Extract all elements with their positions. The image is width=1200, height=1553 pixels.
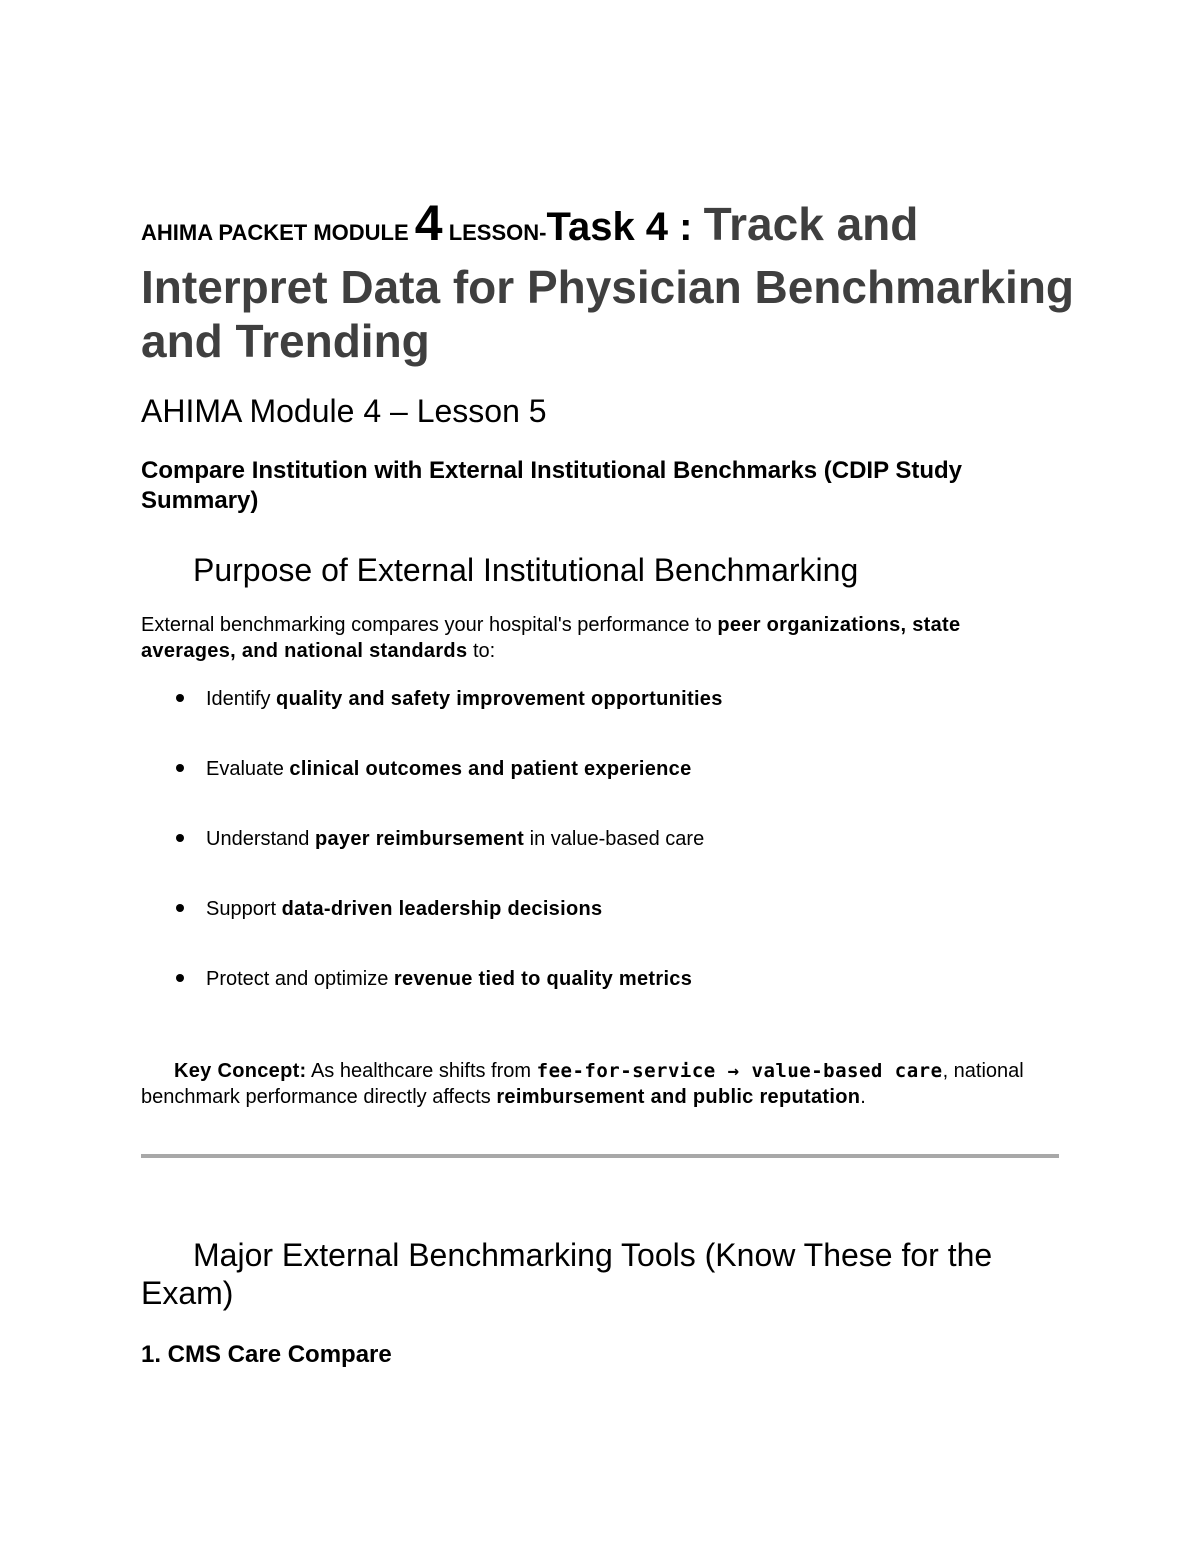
key-concept-paragraph <box>141 1058 1071 1110</box>
bullet-dot-icon <box>176 974 184 982</box>
purpose-intro <box>141 612 1061 664</box>
lesson-heading: AHIMA Module 4 – Lesson 5 <box>141 393 547 429</box>
list-item <box>176 756 692 782</box>
key-concept-shift: fee-for-service → value-based care <box>536 1060 943 1082</box>
title-part-d: Task 4 : <box>546 205 704 249</box>
purpose-heading: Purpose of External Institutional Benchmarking <box>193 552 859 588</box>
title-part-b: 4 <box>414 195 443 251</box>
key-concept-text-2: , national benchmark performance directly affects <box>141 1060 1024 1108</box>
intro-pre: External benchmarking compares your hospital's performance to <box>141 614 718 636</box>
list-item <box>176 686 723 712</box>
title-part-e: Track and Interpret Data for Physician Benchmarking and Trending <box>141 198 1075 367</box>
key-concept-text-1: As healthcare shifts from <box>306 1060 537 1082</box>
title-part-c: LESSON- <box>442 220 547 245</box>
horizontal-rule <box>141 1154 1059 1158</box>
list-item <box>176 896 602 922</box>
intro-post: to: <box>467 640 496 662</box>
list-item <box>176 826 704 852</box>
bullet-bold: quality and safety improvement opportunities <box>276 688 723 710</box>
list-item <box>176 966 692 992</box>
bullet-post: in value-based care <box>524 828 705 850</box>
bullet-dot-icon <box>176 904 184 912</box>
bullet-bold: data-driven leadership decisions <box>281 898 603 920</box>
document-title <box>141 196 1101 368</box>
tool-item-heading: 1. CMS Care Compare <box>141 1341 392 1368</box>
bullet-pre: Support <box>206 898 282 920</box>
key-concept-end: . <box>860 1086 866 1108</box>
bullet-dot-icon <box>176 834 184 842</box>
intro-bold: peer organizations, state averages, and national standards <box>141 614 961 662</box>
bullet-bold: revenue tied to quality metrics <box>393 968 693 990</box>
bullet-pre: Understand <box>206 828 315 850</box>
bullet-pre: Evaluate <box>206 758 290 780</box>
title-part-a: AHIMA PACKET MODULE <box>141 220 415 245</box>
major-tools-heading: Major External Benchmarking Tools (Know These for the Exam) <box>141 1237 993 1311</box>
bullet-bold: clinical outcomes and patient experience <box>289 758 692 780</box>
bullet-dot-icon <box>176 764 184 772</box>
key-concept-label: Key Concept: <box>174 1060 307 1082</box>
bullet-pre: Protect and optimize <box>206 968 394 990</box>
subtitle: Compare Institution with External Institutional Benchmarks (CDIP Study Summary) <box>141 457 962 514</box>
bullet-dot-icon <box>176 694 184 702</box>
key-concept-bold-2: reimbursement and public reputation <box>496 1086 861 1108</box>
bullet-bold: payer reimbursement <box>314 828 525 850</box>
bullet-pre: Identify <box>206 688 277 710</box>
